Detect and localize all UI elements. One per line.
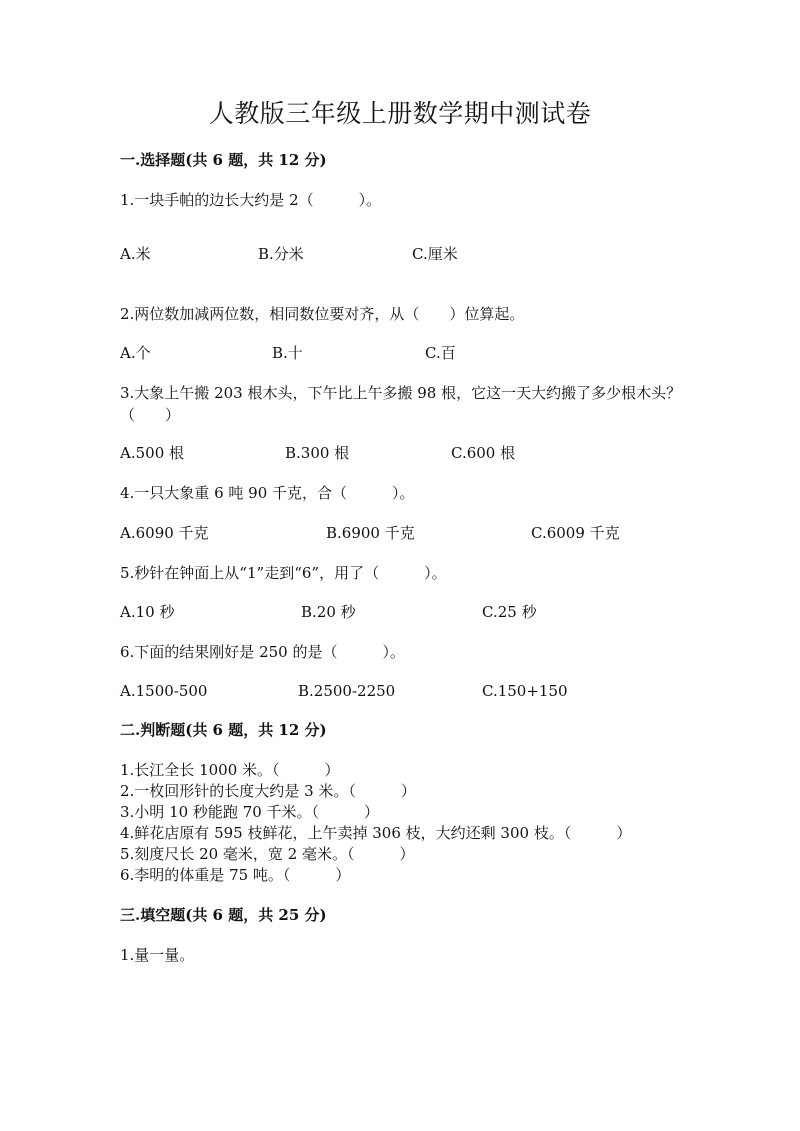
choice-question-2: 2.两位数加减两位数，相同数位要对齐，从（ ）位算起。 <box>120 305 525 323</box>
choice-option-4a: A.6090 千克 <box>120 524 209 542</box>
page-title: 人教版三年级上册数学期中测试卷 <box>208 99 592 128</box>
choice-option-5c: C.25 秒 <box>482 603 537 621</box>
choice-option-3a: A.500 根 <box>120 444 184 462</box>
choice-question-3: 3.大象上午搬 203 根木头，下午比上午多搬 98 根，它这一天大约搬了多少根木头？（ ） <box>120 384 682 424</box>
choice-option-2a: A.个 <box>120 344 151 362</box>
choice-option-5b: B.20 秒 <box>301 603 356 621</box>
true-false-item-4: 4.鲜花店原有 595 枝鲜花，上午卖掉 306 枝，大约还剩 300 枝。（ ） <box>120 824 632 842</box>
true-false-item-2: 2.一枚回形针的长度大约是 3 米。（ ） <box>120 782 416 800</box>
choice-question-4: 4.一只大象重 6 吨 90 千克，合（ ）。 <box>120 484 415 502</box>
choice-question-5: 5.秒针在钟面上从“1”走到“6”，用了（ ）。 <box>120 564 447 582</box>
true-false-item-5: 5.刻度尺长 20 毫米，宽 2 毫米。（ ） <box>120 845 415 863</box>
choice-option-4b: B.6900 千克 <box>326 524 415 542</box>
true-false-item-6: 6.李明的体重是 75 吨。（ ） <box>120 866 351 884</box>
choice-question-1: 1.一块手帕的边长大约是 2（ ）。 <box>120 191 382 209</box>
choice-question-6: 6.下面的结果刚好是 250 的是（ ）。 <box>120 643 405 661</box>
fill-in-question-1: 1.量一量。 <box>120 946 195 964</box>
choice-option-6a: A.1500-500 <box>120 682 208 700</box>
choice-option-3c: C.600 根 <box>451 444 516 462</box>
section-heading-choice: 一.选择题(共 6 题，共 12 分) <box>120 151 327 169</box>
choice-option-2c: C.百 <box>425 344 456 362</box>
choice-option-2b: B.十 <box>272 344 303 362</box>
choice-option-3b: B.300 根 <box>285 444 350 462</box>
true-false-item-1: 1.长江全长 1000 米。（ ） <box>120 761 340 779</box>
choice-option-6b: B.2500-2250 <box>298 682 396 700</box>
choice-option-1a: A.米 <box>120 245 151 263</box>
choice-option-1c: C.厘米 <box>412 245 458 263</box>
choice-option-5a: A.10 秒 <box>120 603 175 621</box>
choice-option-1b: B.分米 <box>258 245 304 263</box>
choice-option-4c: C.6009 千克 <box>531 524 620 542</box>
section-heading-fill-in: 三.填空题(共 6 题，共 25 分) <box>120 906 327 924</box>
true-false-item-3: 3.小明 10 秒能跑 70 千米。（ ） <box>120 803 380 821</box>
section-heading-true-false: 二.判断题(共 6 题，共 12 分) <box>120 721 327 739</box>
choice-option-6c: C.150+150 <box>482 682 568 700</box>
